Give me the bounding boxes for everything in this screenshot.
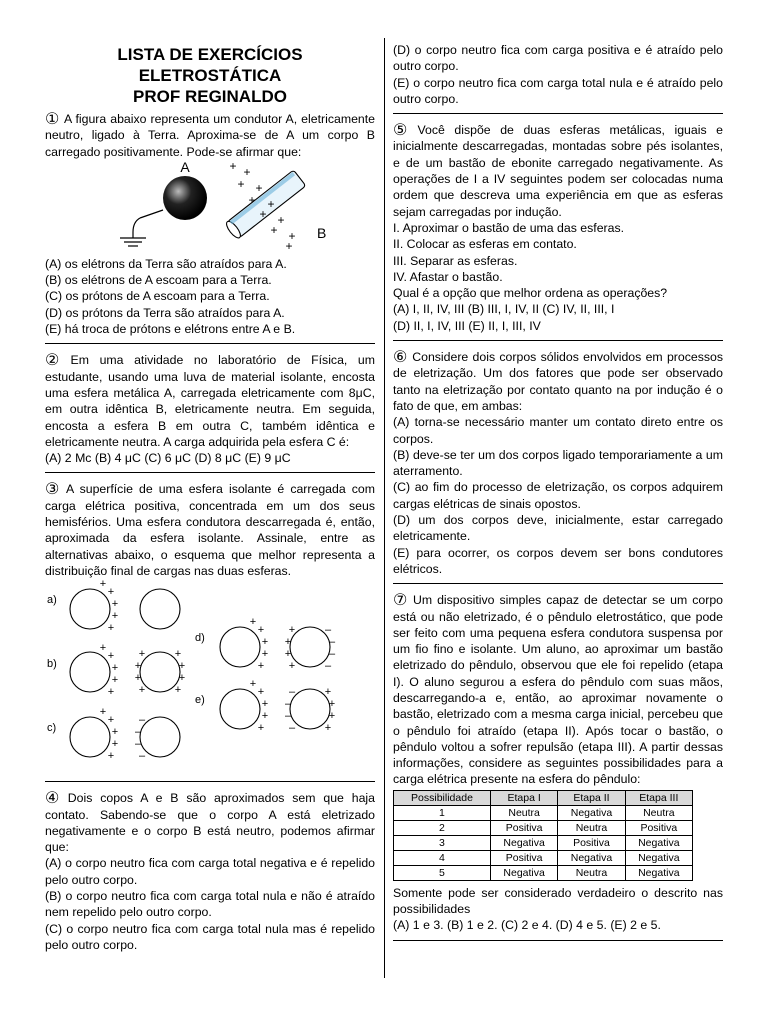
svg-text:+: + — [285, 238, 293, 253]
svg-text:+: + — [107, 622, 115, 635]
svg-text:+: + — [229, 159, 237, 173]
svg-text:+: + — [324, 722, 332, 735]
svg-text:+: + — [328, 698, 336, 711]
question-number: ③ — [45, 481, 62, 499]
table-cell: Negativa — [625, 850, 692, 865]
svg-text:–: – — [324, 624, 332, 637]
svg-text:+: + — [107, 586, 115, 599]
sphere-charge-diagrams — [45, 579, 375, 775]
svg-text:+: + — [178, 660, 186, 673]
svg-text:–: – — [138, 750, 146, 763]
divider — [393, 113, 723, 114]
svg-text:+: + — [277, 212, 285, 227]
step: IV. Afastar o bastão. — [393, 269, 503, 284]
page-title — [45, 44, 375, 107]
q1-figure — [45, 160, 375, 256]
svg-text:–: – — [138, 714, 146, 727]
svg-text:+: + — [249, 678, 257, 691]
svg-text:+: + — [255, 180, 263, 195]
svg-text:+: + — [328, 710, 336, 723]
svg-text:+: + — [257, 660, 265, 673]
question-number: ② — [45, 352, 67, 370]
table-cell: Positiva — [625, 820, 692, 835]
svg-text:+: + — [261, 710, 269, 723]
question-text: A figura abaixo representa um condutor A, eletricamente neutro, ligado à Terra. Aproxima-se de A um corpo B carregado positivamente. Pode-se afirmar que: — [45, 112, 375, 159]
question-number: ⑦ — [393, 592, 409, 610]
svg-text:+: + — [111, 674, 119, 687]
title-line-3: PROF REGINALDO — [133, 87, 287, 106]
svg-text:+: + — [261, 636, 269, 649]
svg-text:+: + — [284, 648, 292, 661]
svg-text:+: + — [99, 706, 107, 719]
table-header: Possibilidade — [394, 790, 491, 805]
svg-text:+: + — [288, 624, 296, 637]
question-prompt: Somente pode ser considerado verdadeiro o descrito nas possibilidades — [393, 885, 723, 917]
divider — [45, 472, 375, 473]
svg-text:+: + — [107, 686, 115, 699]
question-1 — [45, 111, 375, 337]
table-row — [394, 805, 693, 820]
table-cell: Neutra — [490, 805, 557, 820]
svg-text:–: – — [328, 636, 336, 649]
svg-text:+: + — [138, 684, 146, 697]
option: (B) o corpo neutro fica com carga total nula e não é atraído nem repelido pelo outro corpo. — [45, 889, 375, 920]
divider — [393, 940, 723, 941]
divider — [393, 583, 723, 584]
table-header: Etapa II — [558, 790, 625, 805]
question-6 — [393, 349, 723, 577]
svg-text:+: + — [288, 228, 296, 243]
svg-text:+: + — [107, 714, 115, 727]
table-cell: 4 — [394, 850, 491, 865]
table-cell: Neutra — [625, 805, 692, 820]
table-cell: Negativa — [558, 805, 625, 820]
table-cell: 2 — [394, 820, 491, 835]
option: (C) ao fim do processo de eletrização, os corpos adquirem cargas elétricas de sinais opostos. — [393, 480, 723, 511]
svg-text:+: + — [111, 738, 119, 751]
svg-text:+: + — [99, 579, 107, 591]
table-cell: Negativa — [625, 835, 692, 850]
options-line: (A) 1 e 3. (B) 1 e 2. (C) 2 e 4. (D) 4 e 5. (E) 2 e 5. — [393, 918, 661, 933]
option: (C) o corpo neutro fica com carga total nula mas é repelido pelo outro corpo. — [45, 921, 375, 952]
option: (B) deve-se ter um dos corpos ligado temporariamente a um aterramento. — [393, 447, 723, 479]
question-number: ⑤ — [393, 122, 414, 140]
right-column — [393, 42, 723, 949]
svg-text:+: + — [243, 164, 251, 179]
possibilities-table — [393, 790, 693, 881]
question-text: Em uma atividade no laboratório de Física, um estudante, usando uma luva de material isolante, encosta uma esfera metálica A, carregada eletricamente com 8μC, em outra idêntica B, eletricamente neutra. Em seguida, encosta a esfera B em outra C, também idêntica e eletricamente neutra. A carga adquirida pela esfera C é: — [45, 353, 376, 449]
table-cell: 3 — [394, 835, 491, 850]
option: (D) o corpo neutro fica com carga positiva e é atraído pelo outro corpo. — [393, 43, 723, 74]
question-7 — [393, 592, 723, 933]
option: (E) o corpo neutro fica com carga total nula e é atraído pelo outro corpo. — [393, 75, 723, 106]
svg-text:+: + — [267, 196, 275, 211]
question-text: Considere dois corpos sólidos envolvidos em processos de eletrização. Um dos fatores que pode ser observado tanto na eletrização por contato quanto na por indução é o fato de que, em ambas: — [393, 350, 723, 413]
svg-text:+: + — [138, 648, 146, 661]
table-row — [394, 865, 693, 880]
table-cell: 5 — [394, 865, 491, 880]
question-text: A superfície de uma esfera isolante é carregada com carga elétrica positiva, concentrada em um dos seus hemisférios. Uma esfera condutora descarregada é, então, aproximada da esfera isolante. Assinale, entre as alternativas abaixo, o esquema que melhor representa a distribuição final de cargas nas duas esferas. — [45, 482, 375, 578]
svg-text:+: + — [134, 660, 142, 673]
label-b: B — [317, 224, 327, 241]
label-b: b) — [47, 658, 57, 671]
question-text: Um dispositivo simples capaz de detectar se um corpo está ou não eletrizado, é o pêndulo eletrostático, que pode ser feito com uma pequena esfera condutora suspensa por um fio fino e isolante. Um aluno, ao aproximar um bastão eletrizado do pêndulo, observou que ele foi repelido (etapa I). O aluno segurou a esfera do pêndulo com suas mãos, descarregando-a e, então, ao aproximar novamente o bastão, eletrizado com a mesma carga inicial, percebeu que o pêndulo foi atraído (etapa II). Após tocar o bastão, o pêndulo voltou a sofrer repulsão (etapa III). A partir dessas informações, considere as seguintes possibilidades para a carga elétrica presente na esfera do pêndulo: — [393, 593, 723, 787]
table-cell: Negativa — [625, 865, 692, 880]
svg-text:+: + — [259, 206, 267, 221]
question-number: ⑥ — [393, 349, 409, 367]
svg-text:+: + — [249, 616, 257, 629]
table-cell: Neutra — [558, 820, 625, 835]
question-number: ① — [45, 111, 60, 128]
svg-text:+: + — [270, 222, 278, 237]
svg-text:+: + — [111, 726, 119, 739]
question-5 — [393, 122, 723, 334]
question-number: ④ — [45, 790, 64, 808]
question-3 — [45, 481, 375, 775]
table-cell: Negativa — [490, 865, 557, 880]
table-header: Etapa III — [625, 790, 692, 805]
option: (A) torna-se necessário manter um contato direto entre os corpos. — [393, 415, 723, 446]
svg-text:+: + — [178, 672, 186, 685]
options-line: (D) II, I, IV, III (E) II, I, III, IV — [393, 318, 541, 333]
svg-text:–: – — [324, 660, 332, 673]
svg-text:–: – — [288, 686, 296, 699]
label-d: d) — [195, 632, 205, 645]
q3-figure — [45, 579, 375, 775]
table-row — [394, 820, 693, 835]
label-c: c) — [47, 722, 57, 735]
question-text: Dois copos A e B são aproximados sem que haja contato. Sabendo-se que o corpo A está eletrizado negativamente e o corpo B está neutro, podemos afirmar que: — [45, 791, 375, 855]
svg-text:+: + — [111, 610, 119, 623]
svg-text:+: + — [107, 750, 115, 763]
table-cell: Neutra — [558, 865, 625, 880]
question-4 — [45, 790, 375, 953]
divider — [45, 343, 375, 344]
svg-text:+: + — [174, 648, 182, 661]
table-header: Etapa I — [490, 790, 557, 805]
options-line: (A) 2 Mc (B) 4 μC (C) 6 μC (D) 8 μC (E) 9 μC — [45, 451, 291, 466]
svg-text:–: – — [134, 726, 142, 739]
question-2 — [45, 352, 375, 466]
table-cell: 1 — [394, 805, 491, 820]
divider — [45, 781, 375, 782]
option: (D) os prótons da Terra são atraídos para A. — [45, 305, 285, 320]
option: (D) um dos corpos deve, inicialmente, estar carregado eletricamente. — [393, 513, 723, 544]
svg-text:+: + — [288, 660, 296, 673]
left-column — [45, 40, 375, 959]
svg-text:+: + — [284, 636, 292, 649]
svg-text:+: + — [134, 672, 142, 685]
options-line: (A) I, II, IV, III (B) III, I, IV, II (C) IV, II, III, I — [393, 302, 615, 317]
column-divider — [384, 38, 385, 978]
question-text: Você dispõe de duas esferas metálicas, iguais e inicialmente descarregadas, montadas sobre pés isolantes, e de um bastão de ebonite carregado negativamente. As operações de I a IV seguintes podem ser colocadas numa ordem que descreva uma experiência em que as esferas sejam carregadas por indução. — [393, 123, 724, 219]
step: III. Separar as esferas. — [393, 253, 518, 268]
option: (E) para ocorrer, os corpos devem ser bons condutores elétricos. — [393, 545, 723, 576]
table-cell: Positiva — [558, 835, 625, 850]
option: (A) o corpo neutro fica com carga total negativa e é repelido pelo outro corpo. — [45, 856, 375, 887]
svg-text:+: + — [261, 648, 269, 661]
option: (E) há troca de prótons e elétrons entre A e B. — [45, 322, 296, 337]
label-e: e) — [195, 694, 205, 707]
svg-text:+: + — [237, 176, 245, 191]
question-4-continued — [393, 42, 723, 107]
svg-text:+: + — [257, 722, 265, 735]
svg-text:+: + — [107, 650, 115, 663]
step: I. Aproximar o bastão de uma das esferas. — [393, 220, 625, 235]
option: (A) os elétrons da Terra são atraídos para A. — [45, 256, 287, 271]
svg-text:+: + — [111, 662, 119, 675]
table-cell: Positiva — [490, 820, 557, 835]
divider — [393, 340, 723, 341]
option: (B) os elétrons de A escoam para a Terra. — [45, 273, 272, 288]
table-cell: Positiva — [490, 850, 557, 865]
svg-text:+: + — [174, 684, 182, 697]
sphere-and-rod-diagram — [45, 160, 375, 256]
svg-text:–: – — [288, 722, 296, 735]
table-cell: Negativa — [558, 850, 625, 865]
svg-text:–: – — [284, 710, 292, 723]
svg-text:+: + — [248, 192, 256, 207]
svg-text:–: – — [134, 738, 142, 751]
svg-text:+: + — [324, 686, 332, 699]
table-cell: Negativa — [490, 835, 557, 850]
title-line-1: LISTA DE EXERCÍCIOS — [117, 45, 303, 64]
label-a: a) — [47, 594, 57, 607]
svg-text:–: – — [284, 698, 292, 711]
label-a: A — [180, 159, 190, 175]
svg-text:+: + — [257, 686, 265, 699]
question-prompt: Qual é a opção que melhor ordena as operações? — [393, 286, 668, 301]
option: (C) os prótons de A escoam para a Terra. — [45, 289, 270, 304]
title-line-2: ELETROSTÁTICA — [138, 66, 282, 85]
step: II. Colocar as esferas em contato. — [393, 237, 577, 252]
svg-text:+: + — [261, 698, 269, 711]
svg-text:+: + — [99, 642, 107, 655]
table-header-row — [394, 790, 693, 805]
table-row — [394, 850, 693, 865]
svg-text:+: + — [257, 624, 265, 637]
svg-text:–: – — [328, 648, 336, 661]
svg-text:+: + — [111, 598, 119, 611]
table-row — [394, 835, 693, 850]
